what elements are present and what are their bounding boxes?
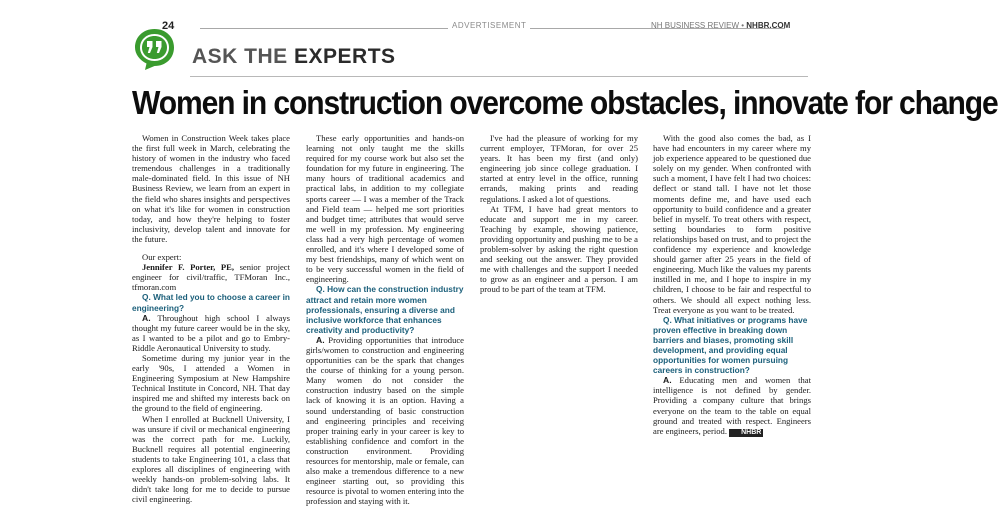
publication-separator: • bbox=[739, 21, 747, 30]
expert-credit bbox=[132, 262, 290, 292]
article-column-3 bbox=[480, 133, 638, 465]
answer-1-paragraph-2: Sometime during my junior year in the early '90s, I attended a Women in Engineering Symposium at New Hampshire Technical Institute in Concord, NH. That day inspired me and shifted my interests back on the ground to the field of engineering. bbox=[132, 352, 290, 414]
answer-1-paragraph-3: When I enrolled at Bucknell University, I was unsure if civil or mechanical engineering was the correct path for me. Luckily, Bucknell requires all potential engineering students to take Engineering 101, a class that explores all disciplines of engineering with weekly hands-on problem-solving labs. It didn't take long for me to decide to pursue civil engineering. bbox=[132, 413, 290, 505]
answer-3-paragraph-1 bbox=[653, 375, 811, 436]
expert-name: Jennifer F. Porter, PE, bbox=[142, 262, 235, 273]
article-body bbox=[132, 133, 812, 506]
answer-1-paragraph-4: These early opportunities and hands-on learning not only taught me the skills required for my course work but also set the foundation for my future in engineering. The many hours of traditional academics and practical labs, in addition to my collegiate sports career — I was a member of the Track and Field team — helped me sort priorities and budget time; attributes that would serve me well in my profession. My engineering class had a very high percentage of women enrolled, and it's where I developed some of my best friendships, many of which went on to be very successful women in the field of engineering. bbox=[306, 133, 464, 285]
expert-label: Our expert: bbox=[142, 252, 182, 263]
advertisement-label: ADVERTISEMENT bbox=[448, 21, 530, 30]
quote-bubble-icon bbox=[133, 27, 176, 72]
page-number: 24 bbox=[162, 20, 175, 32]
publication-name: NH BUSINESS REVIEW bbox=[651, 21, 740, 30]
section-rule bbox=[190, 76, 808, 77]
article-column-2 bbox=[306, 133, 464, 506]
article-headline: Women in construction overcome obstacles, innovate for change bbox=[132, 84, 998, 121]
answer-2-paragraph-1 bbox=[306, 335, 464, 506]
section-experts: EXPERTS bbox=[294, 45, 396, 68]
answer-2-paragraph-3: At TFM, I have had great mentors to educate and support me in my career. Teaching by example, showing patience, providing opportunity and pushing me to be a problem-solver by asking the right question and seeking out the answer. They provided me with challenges and the support I needed to grow as an engineer and a person. I am proud to be part of the team at TFM. bbox=[480, 203, 638, 295]
answer-label: A. bbox=[316, 334, 325, 345]
article-column-4 bbox=[653, 133, 811, 465]
intro-paragraph: Women in Construction Week takes place the first full week in March, celebrating the history of women in the industry who faced tremendous challenges in a traditionally male-dominated field. In this issue of NH Business Review, we learn from an expert in the field who shares insights and perspectives on what it's like for women in construction today, and how they're helping to foster inclusivity, develop talent and innovate for the future. bbox=[132, 133, 290, 244]
publication-website: NHBR.COM bbox=[746, 21, 791, 30]
question-2: Q. How can the construction industry attract and retain more women professionals, ensuring a diverse and inclusive workforce that enhances creativity and productivity? bbox=[306, 284, 464, 335]
answer-2-paragraph-2: I've had the pleasure of working for my current employer, TFMoran, for over 25 years. It has been my first (and only) engineering job since college graduation. I started at entry level in the office, running errands, making prints and reading regulations. I asked a lot of questions. bbox=[480, 133, 638, 204]
section-title bbox=[192, 45, 396, 69]
answer-1-text: Throughout high school I always thought my future career would be in the sky, as I wanted to be a pilot and go to Embry-Riddle Aeronautical University to study. bbox=[132, 312, 290, 353]
end-mark: NHBR bbox=[729, 429, 763, 437]
answer-2-paragraph-4: With the good also comes the bad, as I have had encounters in my career where my job experience appeared to be questioned due solely on my gender. When confronted with such a moment, I have felt I had two choices: deflect or stand tall. I have not let those moments define me, and have used each opportunity to build confidence and a greater belief in myself. To treat others with respect, setting boundaries to form positive relationships based on trust, and to project the confidence my experience and knowledge should garner after 25 years in the field of engineering. Much like the values my parents instilled in me, and I hope to inspire in my children, I choose to be fair and respectful to others. We should all expect nothing less. Treat everyone as you want to be treated. bbox=[653, 133, 811, 315]
question-3: Q. What initiatives or programs have proven effective in breaking down barriers and biases, promoting skill development, and providing equal opportunities for women pursuing careers in construction? bbox=[653, 314, 808, 376]
answer-2-text: Providing opportunities that introduce girls/women to construction and engineering opportunities can be the spark that changes the course of thinking for a young person. Many women do not consider the construction industry based on the simple lack of knowing it is an option. Having a sound understanding of basic construction and engineering principles and receiving proper training early in your career is key to establishing confidence and comfort in the construction environment. Providing resources for mentorship, male or female, can also make a tremendous difference to a new engineer starting out, so providing this resource is pivotal to women entering into the profession and staying with it. bbox=[306, 334, 464, 506]
expert-title: senior project engineer for civil/traffic, TFMoran Inc., tfmoran.com bbox=[132, 262, 290, 293]
publication-line bbox=[651, 21, 790, 30]
article-column-1 bbox=[132, 133, 290, 505]
section-ask: ASK THE bbox=[192, 45, 288, 68]
answer-label: A. bbox=[663, 375, 672, 386]
answer-1-paragraph-1 bbox=[132, 313, 290, 353]
question-1: Q. What led you to choose a career in engineering? bbox=[132, 292, 290, 313]
answer-label: A. bbox=[142, 312, 151, 323]
answer-3-text: Educating men and women that intelligence is not defined by gender. Providing a company culture that brings everyone on the team to the table on equal ground and treated with respect. Engineers are engineers, period. bbox=[653, 375, 811, 436]
